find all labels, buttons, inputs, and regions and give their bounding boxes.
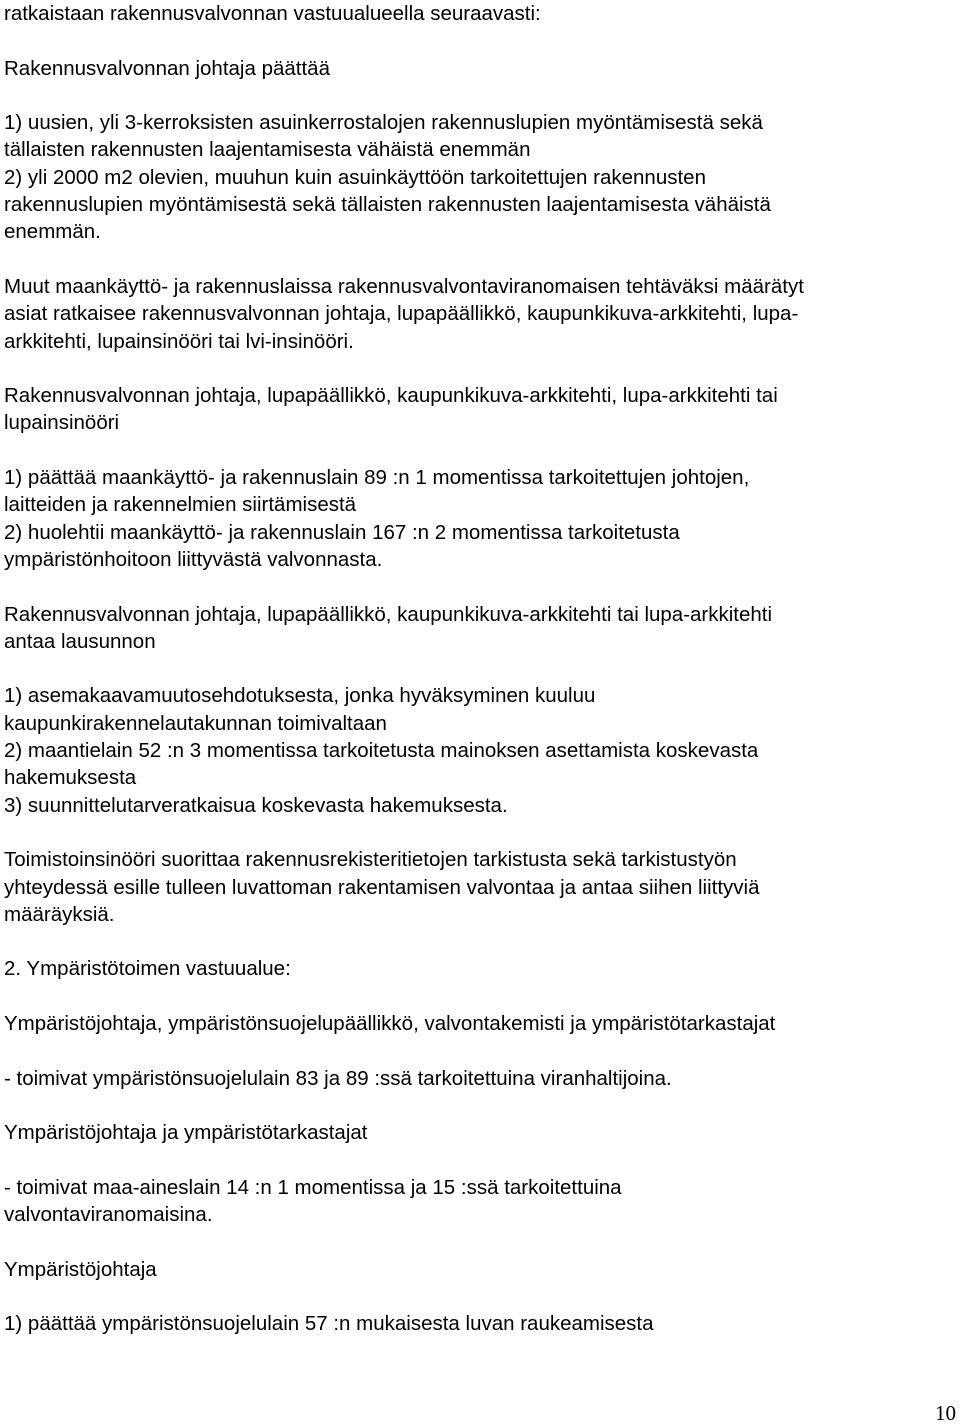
text-line: tällaisten rakennusten laajentamisesta vähäistä enemmän	[4, 138, 531, 162]
text-line: 3) suunnittelutarveratkaisua koskevasta hakemuksesta.	[4, 793, 508, 817]
paragraph-gap	[4, 573, 949, 600]
paragraph-gap	[4, 983, 949, 1010]
text-line: 2. Ympäristötoimen vastuualue:	[4, 957, 291, 981]
text-line: ratkaistaan rakennusvalvonnan vastuualueella seuraavasti:	[4, 2, 541, 25]
paragraph-gap	[4, 928, 949, 955]
text-line: 2) maantielain 52 :n 3 momentissa tarkoitetusta mainoksen asettamista koskevasta	[4, 739, 759, 763]
paragraph-gap	[4, 819, 949, 846]
paragraph-gap	[4, 1283, 949, 1310]
text-line: Toimistoinsinööri suorittaa rakennusrekisteritietojen tarkistusta sekä tarkistustyön	[4, 848, 737, 872]
text-line: laitteiden ja rakennelmien siirtämisestä	[4, 493, 357, 517]
paragraph-gap	[4, 1228, 949, 1255]
text-line: yhteydessä esille tulleen luvattoman rakentamisen valvontaa ja antaa siihen liittyviä	[4, 875, 760, 899]
text-line: 2) huolehtii maankäyttö- ja rakennuslain 167 :n 2 momentissa tarkoitetusta	[4, 520, 680, 544]
paragraph-gap	[4, 82, 949, 109]
paragraph-gap	[4, 355, 949, 382]
text-line: 2) yli 2000 m2 olevien, muuhun kuin asuinkäyttöön tarkoitettujen rakennusten	[4, 165, 706, 189]
text-line: hakemuksesta	[4, 766, 137, 790]
text-line: kaupunkirakennelautakunnan toimivaltaan	[4, 711, 387, 735]
text-line: antaa lausunnon	[4, 629, 156, 653]
text-line: Ympäristöjohtaja	[4, 1257, 157, 1281]
paragraph-gap	[4, 246, 949, 273]
text-line: rakennuslupien myöntämisestä sekä tällaisten rakennusten laajentamisesta vähäistä	[4, 193, 771, 217]
text-line: Rakennusvalvonnan johtaja, lupapäällikkö, kaupunkikuva-arkkitehti tai lupa-arkkitehti	[4, 602, 773, 626]
text-line: Ympäristöjohtaja ja ympäristötarkastajat	[4, 1121, 368, 1145]
text-line: Rakennusvalvonnan johtaja päättää	[4, 56, 330, 80]
paragraph-gap	[4, 1092, 949, 1119]
text-line: Rakennusvalvonnan johtaja, lupapäällikkö, kaupunkikuva-arkkitehti, lupa-arkkitehti tai	[4, 384, 778, 408]
text-line: ympäristönhoitoon liittyvästä valvonnasta.	[4, 547, 383, 571]
text-line: 1) päättää maankäyttö- ja rakennuslain 89 :n 1 momentissa tarkoitettujen johtojen,	[4, 466, 750, 490]
text-line: lupainsinööri	[4, 411, 120, 435]
paragraph-gap	[4, 27, 949, 54]
text-line: arkkitehti, lupainsinööri tai lvi-insinööri.	[4, 329, 354, 353]
text-line: määräyksiä.	[4, 902, 115, 926]
text-line: Muut maankäyttö- ja rakennuslaissa rakennusvalvontaviranomaisen tehtäväksi määrätyt	[4, 274, 804, 298]
text-line: 1) uusien, yli 3-kerroksisten asuinkerrostalojen rakennuslupien myöntämisestä sekä	[4, 111, 763, 135]
text-line: - toimivat ympäristönsuojelulain 83 ja 89 :ssä tarkoitettuina viranhaltijoina.	[4, 1066, 672, 1090]
page-number: 10	[935, 1401, 956, 1425]
paragraph-gap	[4, 1037, 949, 1064]
text-line: - toimivat maa-aineslain 14 :n 1 momentissa ja 15 :ssä tarkoitettuina	[4, 1175, 622, 1199]
text-line: asiat ratkaisee rakennusvalvonnan johtaja, lupapäällikkö, kaupunkikuva-arkkitehti, lupa-	[4, 302, 799, 326]
paragraph-gap	[4, 437, 949, 464]
text-line: Ympäristöjohtaja, ympäristönsuojelupäällikkö, valvontakemisti ja ympäristötarkastajat	[4, 1011, 776, 1035]
text-line: 1) asemakaavamuutosehdotuksesta, jonka hyväksyminen kuuluu	[4, 684, 596, 708]
paragraph-gap	[4, 655, 949, 682]
document-body	[4, 0, 949, 1338]
text-line: enemmän.	[4, 220, 101, 244]
text-line: 1) päättää ympäristönsuojelulain 57 :n mukaisesta luvan raukeamisesta	[4, 1312, 654, 1336]
text-line: valvontaviranomaisina.	[4, 1203, 213, 1227]
paragraph-gap	[4, 1146, 949, 1173]
